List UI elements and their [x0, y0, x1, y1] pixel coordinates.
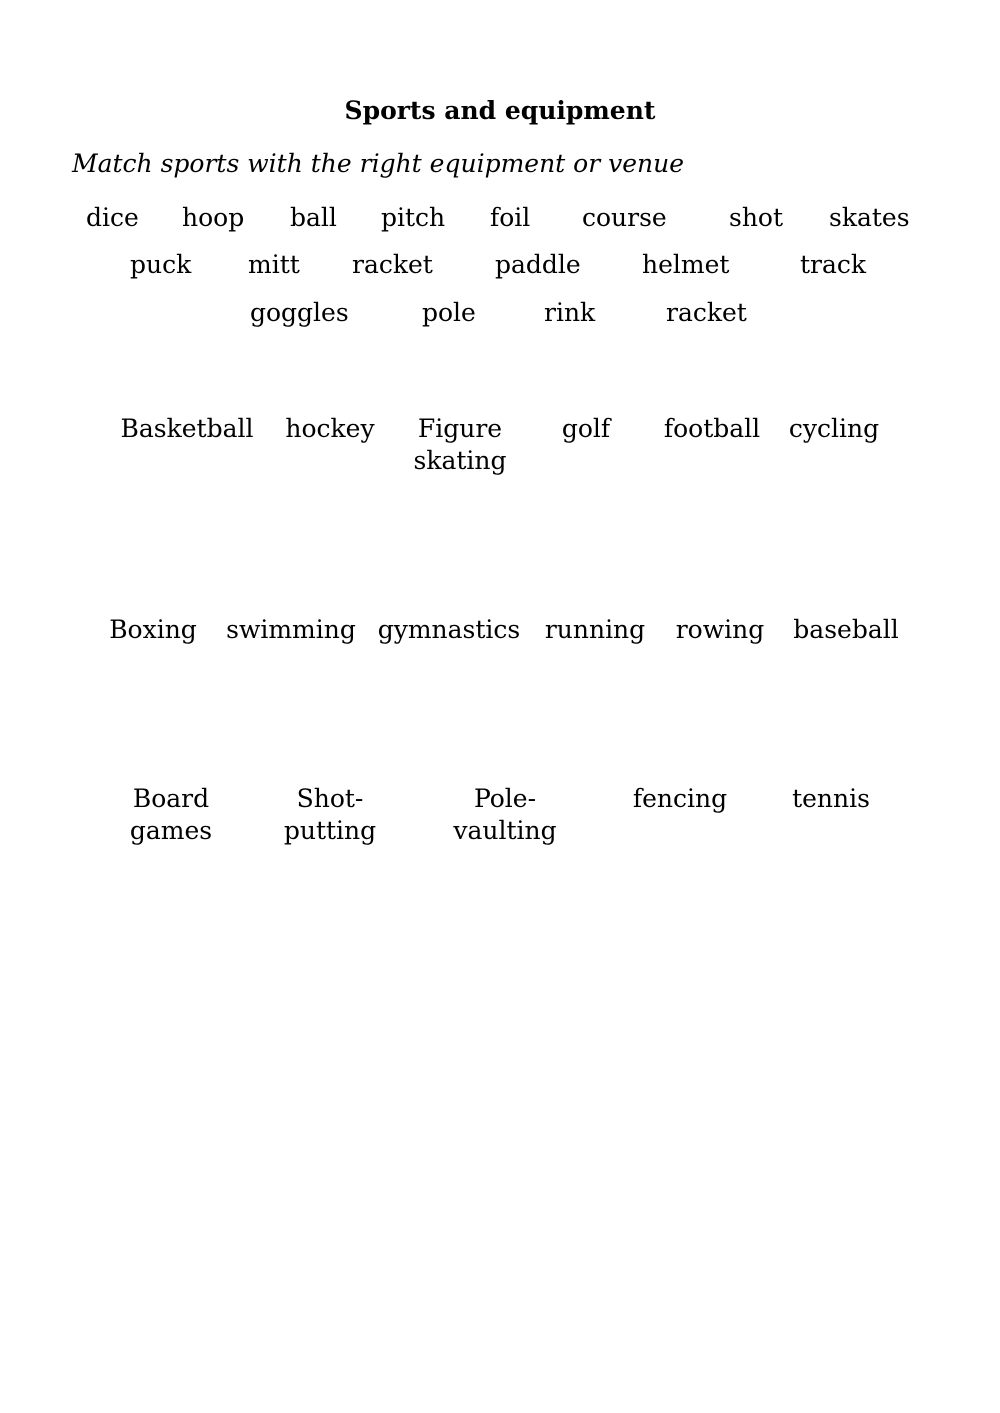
equipment-word[interactable]: shot	[729, 203, 784, 232]
sport-target[interactable]	[440, 783, 570, 847]
equipment-word[interactable]: course	[582, 203, 667, 232]
sport-label: Shot-	[296, 784, 364, 813]
equipment-word[interactable]: puck	[130, 250, 192, 279]
equipment-word[interactable]: pitch	[381, 203, 446, 232]
equipment-word[interactable]: rink	[544, 298, 596, 327]
sport-target[interactable]	[270, 783, 390, 847]
sport-target[interactable]	[665, 614, 775, 646]
sport-label: golf	[561, 414, 611, 443]
equipment-word[interactable]: racket	[666, 298, 747, 327]
sport-label: football	[663, 414, 761, 443]
equipment-word[interactable]: dice	[86, 203, 139, 232]
sport-label: vaulting	[453, 816, 557, 845]
sport-label: cycling	[788, 414, 880, 443]
sport-label: putting	[283, 816, 377, 845]
sport-target[interactable]	[98, 614, 208, 646]
sport-label: Boxing	[109, 615, 197, 644]
page-title: Sports and equipment	[344, 96, 656, 125]
sport-label: running	[544, 615, 646, 644]
sport-target[interactable]	[785, 614, 907, 646]
instruction-text: Match sports with the right equipment or venue	[72, 149, 685, 178]
sport-target[interactable]	[220, 614, 362, 646]
sport-target[interactable]	[116, 783, 226, 847]
sport-target[interactable]	[652, 413, 772, 445]
equipment-word[interactable]: helmet	[642, 250, 730, 279]
sport-target[interactable]	[405, 413, 515, 477]
sport-label: fencing	[632, 784, 728, 813]
sport-target[interactable]	[776, 783, 886, 815]
sport-target[interactable]	[275, 413, 385, 445]
equipment-word[interactable]: mitt	[248, 250, 300, 279]
sport-target[interactable]	[541, 413, 631, 445]
sport-target[interactable]	[620, 783, 740, 815]
sport-target[interactable]	[112, 413, 262, 445]
sport-label: baseball	[793, 615, 899, 644]
sport-label: tennis	[792, 784, 870, 813]
sport-label: Figure	[417, 414, 503, 443]
sport-label: Pole-	[473, 784, 537, 813]
equipment-word[interactable]: skates	[829, 203, 910, 232]
equipment-word[interactable]: goggles	[250, 298, 349, 327]
sport-label: swimming	[226, 615, 356, 644]
equipment-word[interactable]: ball	[290, 203, 337, 232]
sport-target[interactable]	[535, 614, 655, 646]
equipment-word[interactable]: track	[800, 250, 867, 279]
sport-label: games	[129, 816, 213, 845]
sport-label: skating	[413, 446, 507, 475]
sport-label: gymnastics	[377, 615, 521, 644]
sport-target[interactable]	[779, 413, 889, 445]
sport-label: Board	[132, 784, 210, 813]
sport-target[interactable]	[374, 614, 524, 646]
equipment-word[interactable]: hoop	[182, 203, 245, 232]
equipment-word[interactable]: pole	[422, 298, 476, 327]
equipment-word[interactable]: foil	[490, 203, 531, 232]
equipment-word[interactable]: paddle	[495, 250, 581, 279]
sport-label: Basketball	[120, 414, 254, 443]
equipment-word[interactable]: racket	[352, 250, 433, 279]
sport-label: rowing	[675, 615, 765, 644]
sport-label: hockey	[285, 414, 375, 443]
